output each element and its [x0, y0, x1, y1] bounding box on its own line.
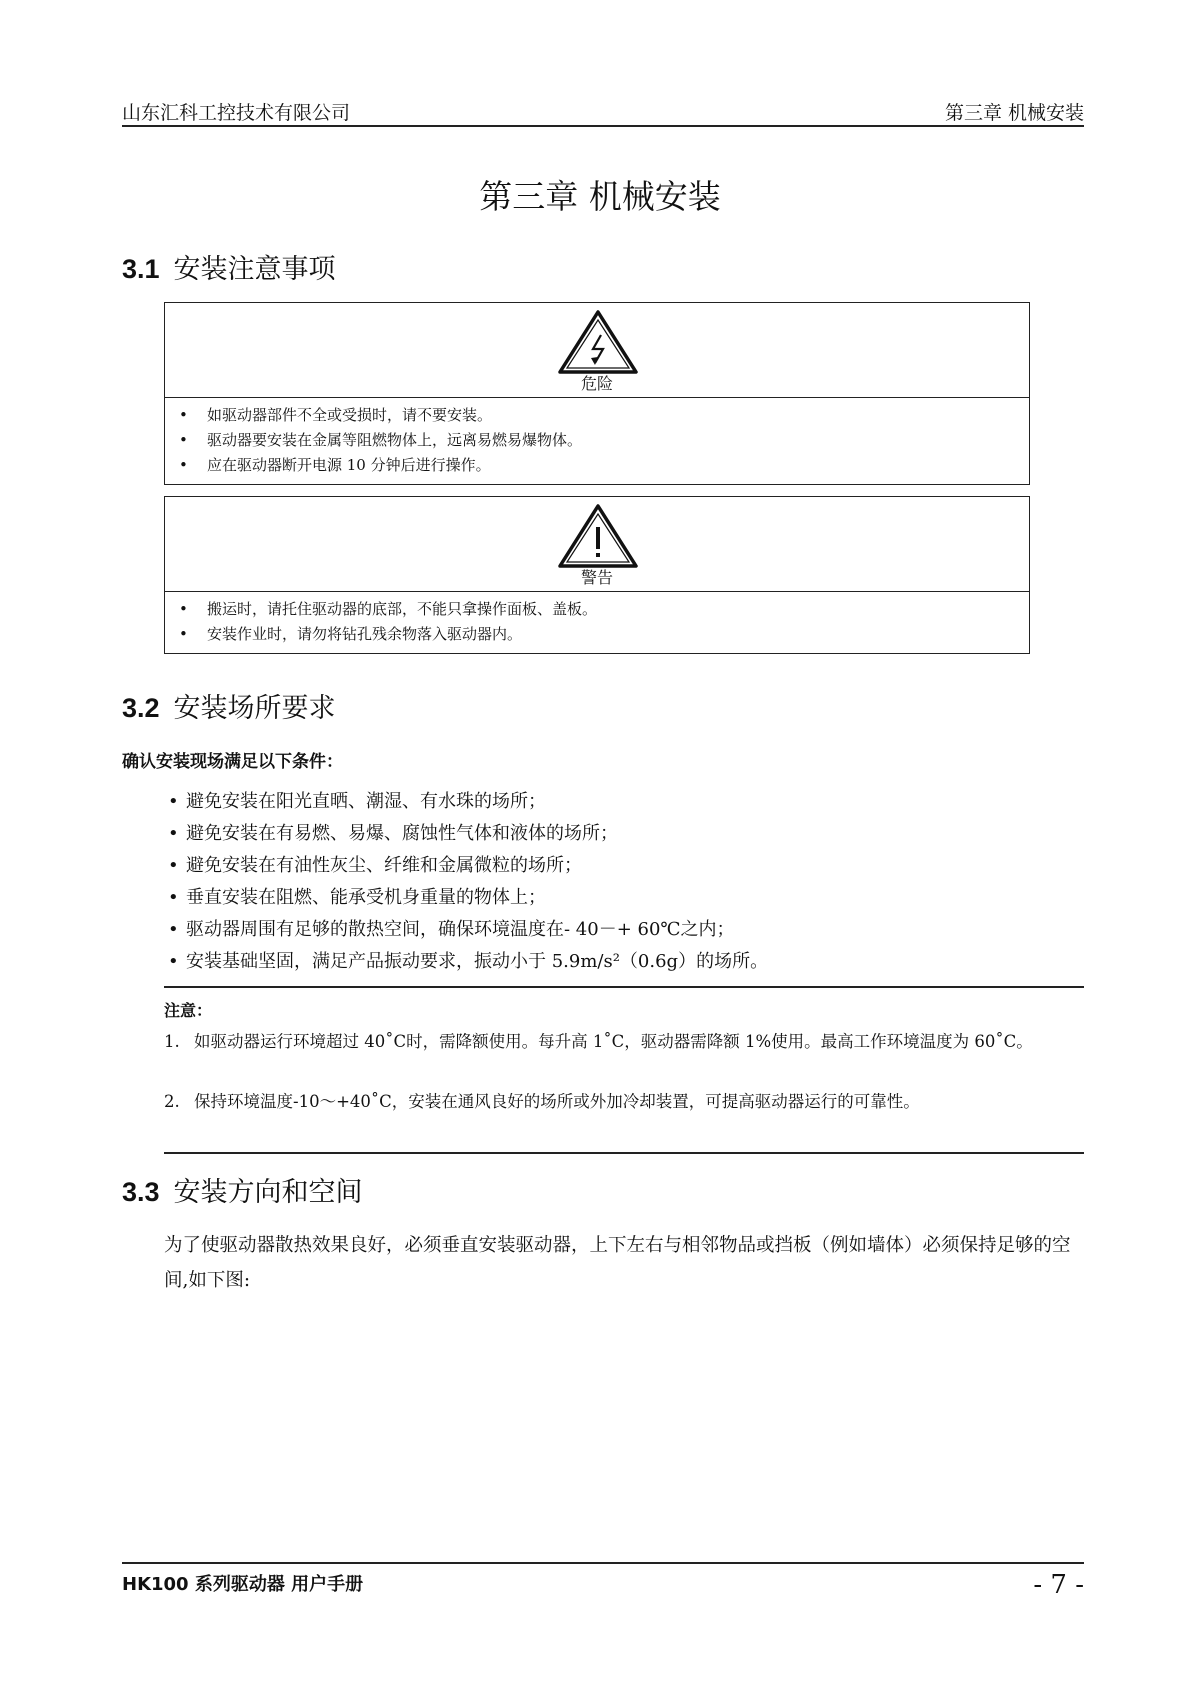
section-number: 3.3 — [122, 1177, 160, 1207]
site-requirements-heading: 确认安装现场满足以下条件： — [122, 752, 343, 772]
danger-label: 危险 — [580, 374, 613, 393]
section-number: 3.1 — [122, 254, 160, 284]
note-text: 如驱动器运行环境超过 40˚C时，需降额使用。每升高 1˚C，驱动器需降额 1%使用。最高工作环境温度为 60˚C。 — [194, 1032, 1033, 1051]
danger-box-header — [165, 303, 1029, 398]
note-text: 保持环境温度-10～+40˚C，安装在通风良好的场所或外加冷却装置，可提高驱动器运行的可靠性。 — [194, 1092, 920, 1111]
section-3-1-heading — [122, 247, 336, 286]
danger-list — [165, 398, 1029, 484]
section-3-3-heading — [122, 1170, 363, 1209]
header-company: 山东汇科工控技术有限公司 — [122, 102, 351, 124]
list-item: • 避免安装在有易燃、易爆、腐蚀性气体和液体的场所； — [168, 818, 1068, 850]
header-rule — [122, 125, 1084, 127]
page-header — [122, 88, 1084, 128]
warning-list — [165, 592, 1029, 653]
section-title: 安装场所要求 — [173, 693, 336, 724]
warning-box-header — [165, 497, 1029, 592]
list-item: • 如驱动器部件不全或受损时，请不要安装。 — [165, 403, 1029, 428]
page-footer — [122, 1562, 1084, 1602]
section-number: 3.2 — [122, 693, 160, 723]
warning-label: 警告 — [580, 568, 613, 587]
site-requirements-list — [168, 786, 1068, 978]
note-item — [164, 1028, 1084, 1056]
list-item: • 搬运时，请托住驱动器的底部，不能只拿操作面板、盖板。 — [165, 597, 1029, 622]
footer-manual-title: HK100 系列驱动器 用户手册 — [122, 1574, 364, 1595]
list-item: • 安装作业时，请勿将钻孔残余物落入驱动器内。 — [165, 622, 1029, 647]
list-item: • 避免安装在阳光直晒、潮湿、有水珠的场所； — [168, 786, 1068, 818]
warning-box — [164, 496, 1030, 654]
note-number: 1. — [164, 1032, 180, 1051]
footer-rule — [122, 1562, 1084, 1564]
section-title: 安装注意事项 — [173, 254, 336, 285]
section-3-2-heading — [122, 686, 336, 725]
list-item: • 驱动器要安装在金属等阻燃物体上，远离易燃易爆物体。 — [165, 428, 1029, 453]
list-item: • 避免安装在有油性灰尘、纤维和金属微粒的场所； — [168, 850, 1068, 882]
list-item: • 安装基础坚固，满足产品振动要求，振动小于 5.9m/s²（0.6g）的场所。 — [168, 946, 1068, 978]
note-box — [164, 986, 1084, 1154]
exclamation-warning-icon — [557, 503, 639, 569]
note-item — [164, 1088, 1084, 1116]
header-chapter: 第三章 机械安装 — [944, 102, 1084, 124]
note-title: 注意： — [164, 1001, 213, 1020]
danger-box — [164, 302, 1030, 485]
high-voltage-icon — [557, 309, 639, 375]
note-number: 2. — [164, 1092, 180, 1111]
list-item: • 垂直安装在阻燃、能承受机身重量的物体上； — [168, 882, 1068, 914]
list-item: • 应在驱动器断开电源 10 分钟后进行操作。 — [165, 453, 1029, 478]
section-title: 安装方向和空间 — [173, 1177, 363, 1208]
list-item: • 驱动器周围有足够的散热空间，确保环境温度在- 40－+ 60℃之内； — [168, 914, 1068, 946]
page-number: - 7 - — [1033, 1570, 1084, 1600]
section-3-3-paragraph: 为了使驱动器散热效果良好，必须垂直安装驱动器，上下左右与相邻物品或挡板（例如墙体）必须保持足够的空间,如下图: — [164, 1235, 1071, 1291]
chapter-title: 第三章 机械安装 — [479, 177, 721, 216]
